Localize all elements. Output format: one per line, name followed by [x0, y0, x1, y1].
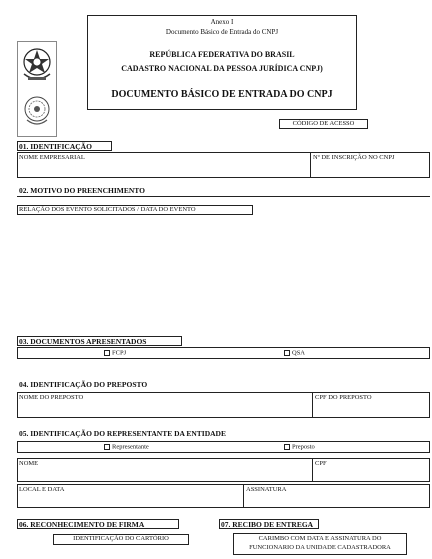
preposto-label: Preposto: [292, 443, 315, 451]
preposto-option[interactable]: [284, 444, 315, 451]
section-07-title: 07. RECIBO DE ENTREGA: [221, 520, 314, 529]
representante-name-field[interactable]: NOME: [19, 460, 39, 467]
section-03-title: 03. DOCUMENTOS APRESENTADOS: [19, 337, 147, 346]
section-04-title: 04. IDENTIFICAÇÃO DO PREPOSTO: [19, 380, 148, 389]
section-02-title: 02. MOTIVO DO PREENCHIMENTO: [19, 186, 145, 195]
fcpj-checkbox[interactable]: [104, 350, 110, 356]
section-02-area: [17, 196, 430, 339]
section-05-title: 05. IDENTIFICAÇÃO DO REPRESENTANTE DA ENTIDADE: [19, 429, 226, 438]
section-01-divider: [310, 152, 311, 178]
representante-checkbox[interactable]: [104, 444, 110, 450]
brazil-coat-of-arms-icon: [20, 44, 54, 84]
section-05-name-row: [17, 458, 430, 482]
signature-field[interactable]: ASSINATURA: [246, 486, 287, 493]
qsa-checkbox[interactable]: [284, 350, 290, 356]
section-03-row: [17, 347, 430, 359]
document-title: DOCUMENTO BÁSICO DE ENTRADA DO CNPJ: [111, 89, 333, 100]
fcpj-label: FCPJ: [112, 349, 127, 357]
representante-option[interactable]: [104, 444, 149, 451]
qsa-option[interactable]: [284, 350, 305, 357]
representante-cpf-field[interactable]: CPF: [315, 460, 327, 467]
section-05-name-divider: [312, 458, 313, 482]
stamp-label-line2: FUNCIONARIO DA UNIDADE CADASTRADORA: [249, 544, 391, 551]
stamp-label-line1: CARIMBO COM DATA E ASSINATURA DO: [258, 535, 382, 542]
local-date-field[interactable]: LOCAL E DATA: [19, 486, 65, 493]
qsa-label: QSA: [292, 349, 306, 357]
header-subtitle: Documento Básico de Entrada do CNPJ: [165, 28, 279, 36]
section-06-title: 06. RECONHECIMENTO DE FIRMA: [19, 520, 145, 529]
preposto-checkbox[interactable]: [284, 444, 290, 450]
cadastro-title: CADASTRO NACIONAL DA PESSOA JURÍDICA CNPJ): [121, 64, 323, 73]
fcpj-option[interactable]: [104, 350, 126, 357]
cartorio-field-label: IDENTIFICAÇÃO DO CARTÓRIO: [73, 535, 169, 542]
section-05-sign-row: [17, 484, 430, 508]
section-05-sign-divider: [243, 484, 244, 508]
annex-label: Anexo I: [210, 18, 234, 26]
preposto-cpf-field[interactable]: CPF DO PREPOSTO: [315, 394, 372, 401]
section-04-divider: [312, 392, 313, 418]
representante-label: Representante: [112, 443, 149, 451]
section-05-options-row: [17, 441, 430, 453]
access-code-label: CÓDIGO DE ACESSO: [292, 120, 355, 127]
cnpj-number-field[interactable]: Nº DE INSCRIÇÃO NO CNPJ: [313, 154, 395, 161]
section-01-title: 01. IDENTIFICAÇÃO: [19, 142, 92, 151]
receita-seal-icon: [22, 92, 52, 130]
republic-title: REPÚBLICA FEDERATIVA DO BRASIL: [149, 50, 295, 59]
events-field-label: RELAÇÃO DOS EVENTO SOLICITADOS / DATA DO EVENTO: [19, 206, 196, 213]
preposto-name-field[interactable]: NOME DO PREPOSTO: [19, 394, 84, 401]
company-name-field[interactable]: NOME EMPRESARIAL: [19, 154, 85, 161]
